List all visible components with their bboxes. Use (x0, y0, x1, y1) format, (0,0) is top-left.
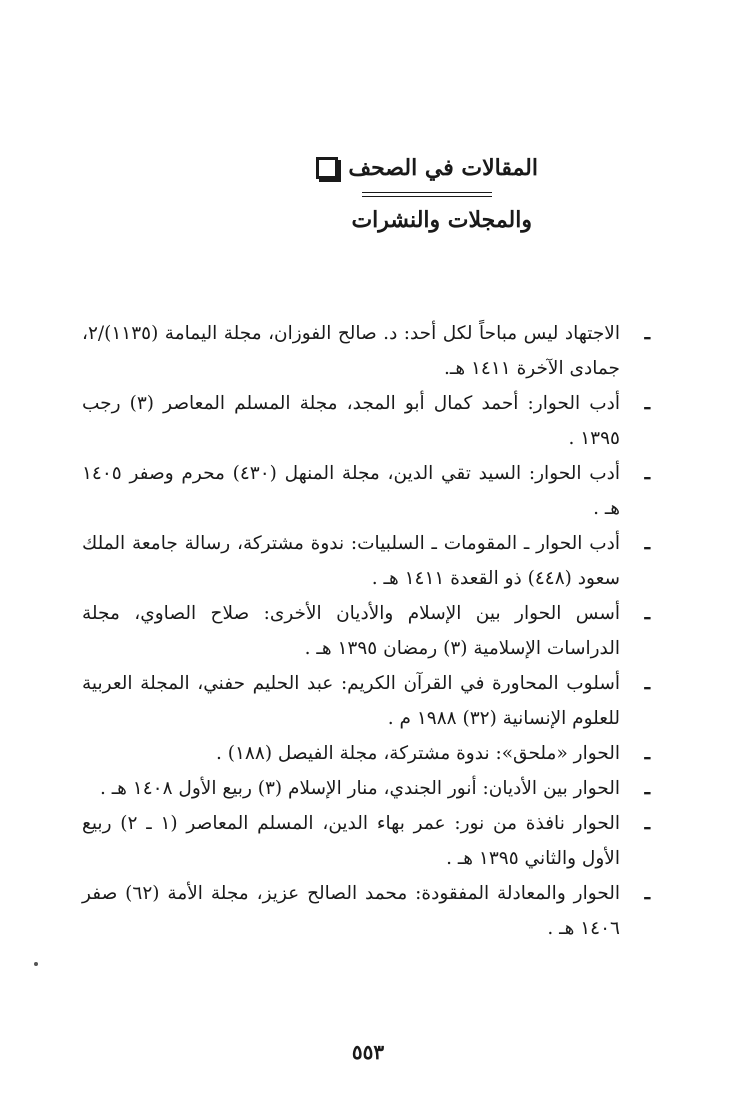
list-item (82, 526, 650, 596)
heading-double-rule (362, 192, 492, 197)
entry-dash: ـ (644, 778, 650, 799)
entry-text: الحوار بين الأديان: أنور الجندي، منار الإسلام (٣) ربيع الأول ١٤٠٨ هـ . (99, 778, 620, 799)
entry-dash: ـ (644, 813, 650, 834)
list-item (82, 386, 650, 456)
entry-text: أسس الحوار بين الإسلام والأديان الأخرى: صلاح الصاوي، مجلة الدراسات الإسلامية (٣) رمضان ١٣٩٥ هـ . (82, 603, 620, 659)
entry-dash: ـ (644, 393, 650, 414)
scan-speck (34, 962, 38, 966)
entry-dash: ـ (644, 533, 650, 554)
bibliography-list (82, 316, 650, 946)
heading-row (238, 148, 538, 188)
entry-dash: ـ (644, 463, 650, 484)
entry-text: أدب الحوار ـ المقومات ـ السلبيات: ندوة مشتركة، رسالة جامعة الملك سعود (٤٤٨) ذو القعدة ١٤١١ هـ . (82, 533, 620, 589)
list-item (82, 666, 650, 736)
list-item (82, 736, 650, 771)
entry-dash: ـ (644, 673, 650, 694)
entry-dash: ـ (644, 743, 650, 764)
page-number: ٥٥٣ (351, 1040, 385, 1064)
list-item (82, 876, 650, 946)
entry-text: أدب الحوار: السيد تقي الدين، مجلة المنهل (٤٣٠) محرم وصفر ١٤٠٥ هـ . (82, 463, 620, 519)
entry-dash: ـ (644, 323, 650, 344)
entry-dash: ـ (644, 883, 650, 904)
square-bullet-icon (316, 157, 338, 179)
list-item (82, 456, 650, 526)
entry-text: الحوار والمعادلة المفقودة: محمد الصالح عزيز، مجلة الأمة (٦٢) صفر ١٤٠٦ هـ . (82, 883, 621, 939)
heading-title-line2: والمجلات والنشرات (351, 207, 532, 233)
entry-text: أدب الحوار: أحمد كمال أبو المجد، مجلة المسلم المعاصر (٣) رجب ١٣٩٥ . (82, 393, 621, 449)
list-item (82, 596, 650, 666)
heading-title-line1: المقالات في الصحف (348, 155, 538, 181)
entry-text: الحوار نافذة من نور: عمر بهاء الدين، المسلم المعاصر (١ ـ ٢) ربيع الأول والثاني ١٣٩٥ هـ . (82, 813, 620, 869)
list-item (82, 806, 650, 876)
entry-text: أسلوب المحاورة في القرآن الكريم: عبد الحليم حفني، المجلة العربية للعلوم الإنسانية (٣٢) ١٩٨٨ م . (82, 673, 620, 729)
list-item (82, 316, 650, 386)
entry-text: الحوار «ملحق»: ندوة مشتركة، مجلة الفيصل (١٨٨) . (216, 743, 620, 764)
entry-dash: ـ (644, 603, 650, 624)
entry-text: الاجتهاد ليس مباحاً لكل أحد: د. صالح الفوزان، مجلة اليمامة (١١٣٥)/٢، جمادى الآخرة ١٤١١ هـ. (82, 323, 620, 379)
section-heading (238, 148, 538, 239)
list-item (82, 771, 650, 806)
